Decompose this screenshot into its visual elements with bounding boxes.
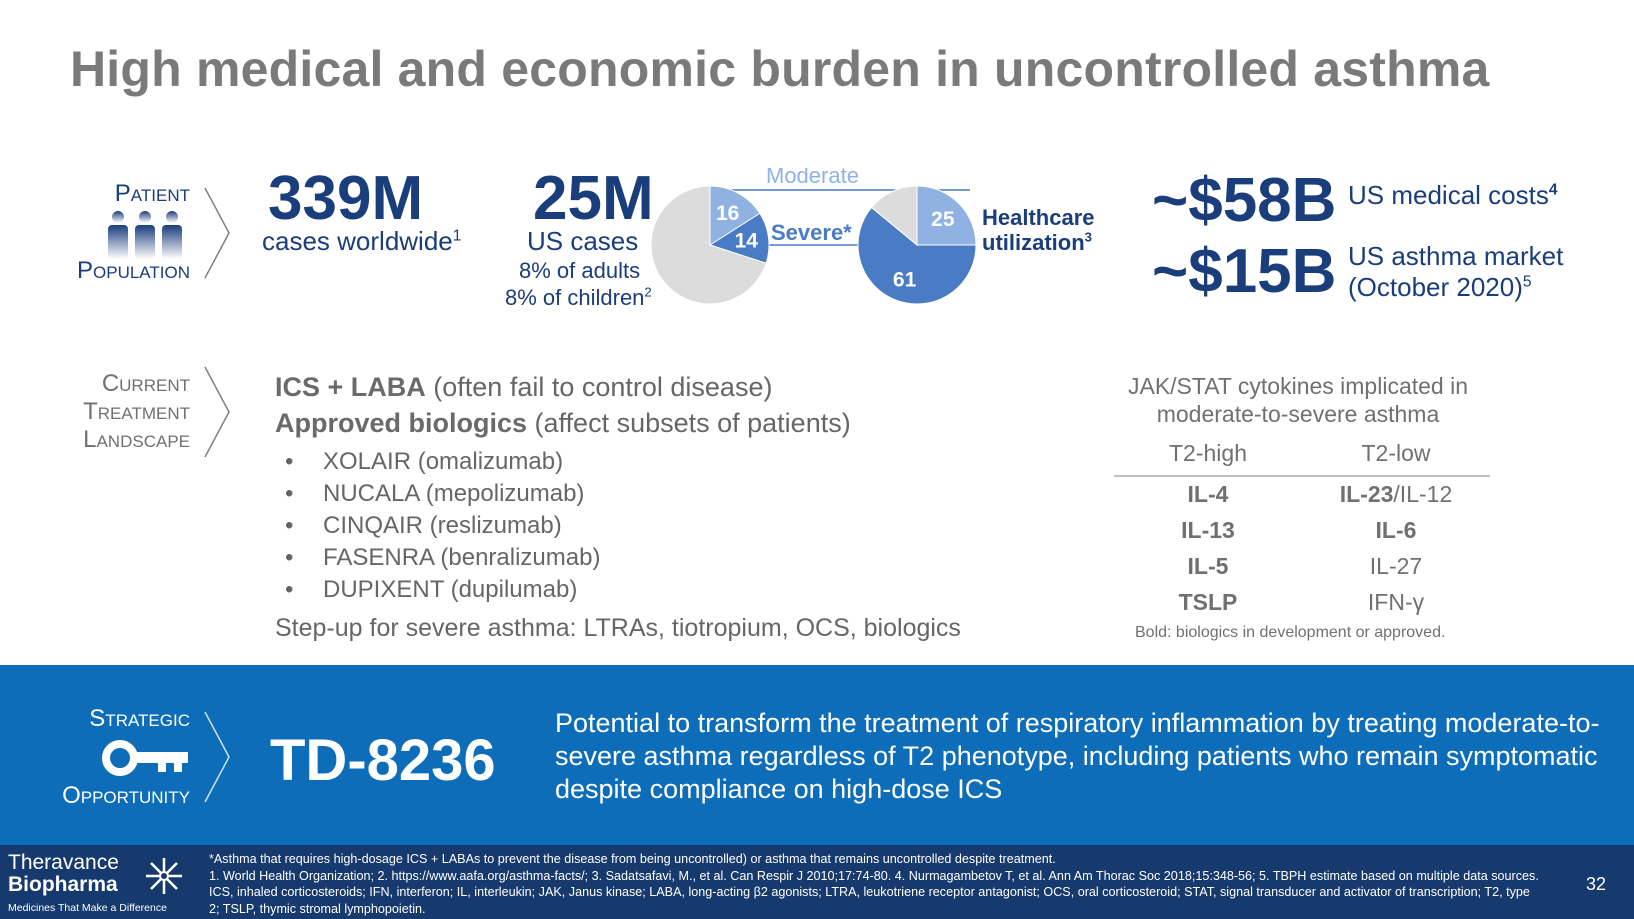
list-item: • NUCALA (mepolizumab) [275, 478, 600, 510]
section-label-population: Population [77, 257, 190, 284]
chevron-right-icon [203, 710, 233, 804]
table-header-t2low: T2-low [1302, 440, 1490, 476]
jak-heading: JAK/STAT cytokines implicated in moderate-to-severe asthma [1127, 373, 1468, 427]
pie-left-slice-label-0: 16 [715, 201, 740, 225]
table-row: IL-5 IL-27 [1187, 552, 1423, 579]
chevron-right-icon [203, 365, 233, 459]
list-item: • FASENRA (benralizumab) [275, 542, 600, 574]
worldwide-cases-value: 339M [268, 164, 424, 233]
us-children-label: 8% of children$^2$ [505, 284, 652, 310]
list-item: • DUPIXENT (dupilumab) [275, 574, 600, 606]
pie-left-prevalence [651, 186, 769, 304]
jak-cytokine-table [1114, 440, 1490, 620]
strategic-description: Potential to transform the treatment of respiratory inflammation by treating moderate-to-severe asthma regardless of T2 phenotype, including patients who remain symptomatic despite compliance on high-dose ICS [555, 708, 1600, 804]
us-adults-label: 8% of adults [519, 258, 641, 283]
table-row: IL-4 IL-23/IL-12 [1187, 481, 1453, 507]
page-number: 32 [1586, 874, 1607, 894]
medical-costs-label: US medical costs$^4$ [1348, 180, 1558, 210]
pie-right-utilization [858, 186, 976, 304]
severe-label: Severe* [771, 220, 852, 245]
biologics-list [275, 446, 600, 606]
key-icon [100, 738, 192, 778]
product-name: TD-8236 [270, 728, 496, 793]
section-label-current: Current [101, 370, 190, 397]
table-row: TSLP IFN-γ [1178, 588, 1425, 615]
us-cases-value: 25M [533, 164, 654, 233]
pie-left-slice-label-1: 14 [734, 229, 758, 253]
section-label-patient: Patient [114, 180, 190, 207]
moderate-label: Moderate [766, 168, 859, 188]
medical-costs-value: ~$58B [1152, 166, 1337, 235]
pie-right-slice-label-0: 25 [931, 208, 955, 232]
page-title: High medical and economic burden in uncontrolled asthma [70, 41, 1490, 97]
us-cases-label: US cases [527, 226, 639, 256]
list-item: • CINQAIR (reslizumab) [275, 510, 600, 542]
approved-biologics-line: Approved biologics (affect subsets of patients) [275, 408, 851, 438]
chevron-right-icon [203, 186, 233, 280]
list-item: • XOLAIR (omalizumab) [275, 446, 600, 478]
section-label-strategic: Strategic [89, 705, 190, 732]
asthma-market-label: US asthma market (October 2020)$^5$ [1348, 241, 1564, 302]
step-up-line: Step-up for severe asthma: LTRAs, tiotropium, OCS, biologics [275, 614, 961, 642]
table-row: IL-13 IL-6 [1181, 516, 1417, 543]
jak-footnote: Bold: biologics in development or approved. [1135, 624, 1446, 641]
pie-right-slice-label-1: 61 [892, 268, 917, 292]
ics-laba-line: ICS + LABA (often fail to control disease) [275, 372, 773, 402]
star-logo-icon [144, 856, 184, 896]
footnotes: *Asthma that requires high-dosage ICS + LABAs to prevent the disease from being uncontrolled) or asthma that remains uncontrolled despite treatment. 1. World Health Organization; 2. https://www.aafa.org/asthma-facts/; 3. Sadatsafavi, M., et al. Can Respir J 2010;17:74-80. 4. Nurmagambetov T, et al. Ann Am Thorac Soc 2018;15:348-56; 5. TBPH estimate based on multiple data sources. ICS, inhaled corticosteroids; IFN, interferon; IL, interleukin; JAK, Janus kinase; LABA, long-acting β2 agonists; LTRA, leukotriene receptor antagonist; OCS, oral corticosteroid; STAT, signal transducer and activator of transcription; T2, type 2; TSLP, thymic stromal lymphopoietin. [209, 852, 1539, 916]
section-label-landscape: Landscape [83, 426, 190, 453]
people-group-icon [104, 210, 186, 260]
table-header-t2high: T2-high [1114, 440, 1302, 476]
healthcare-utilization-label: Healthcare utilization$^3$ [982, 205, 1095, 255]
section-label-treatment: Treatment [83, 398, 190, 425]
company-logo: Theravance Biopharma Medicines That Make a Difference [8, 851, 167, 914]
worldwide-cases-label: cases worldwide$^1$ [262, 226, 462, 256]
asthma-market-value: ~$15B [1152, 237, 1337, 306]
section-label-opportunity: Opportunity [62, 782, 190, 809]
